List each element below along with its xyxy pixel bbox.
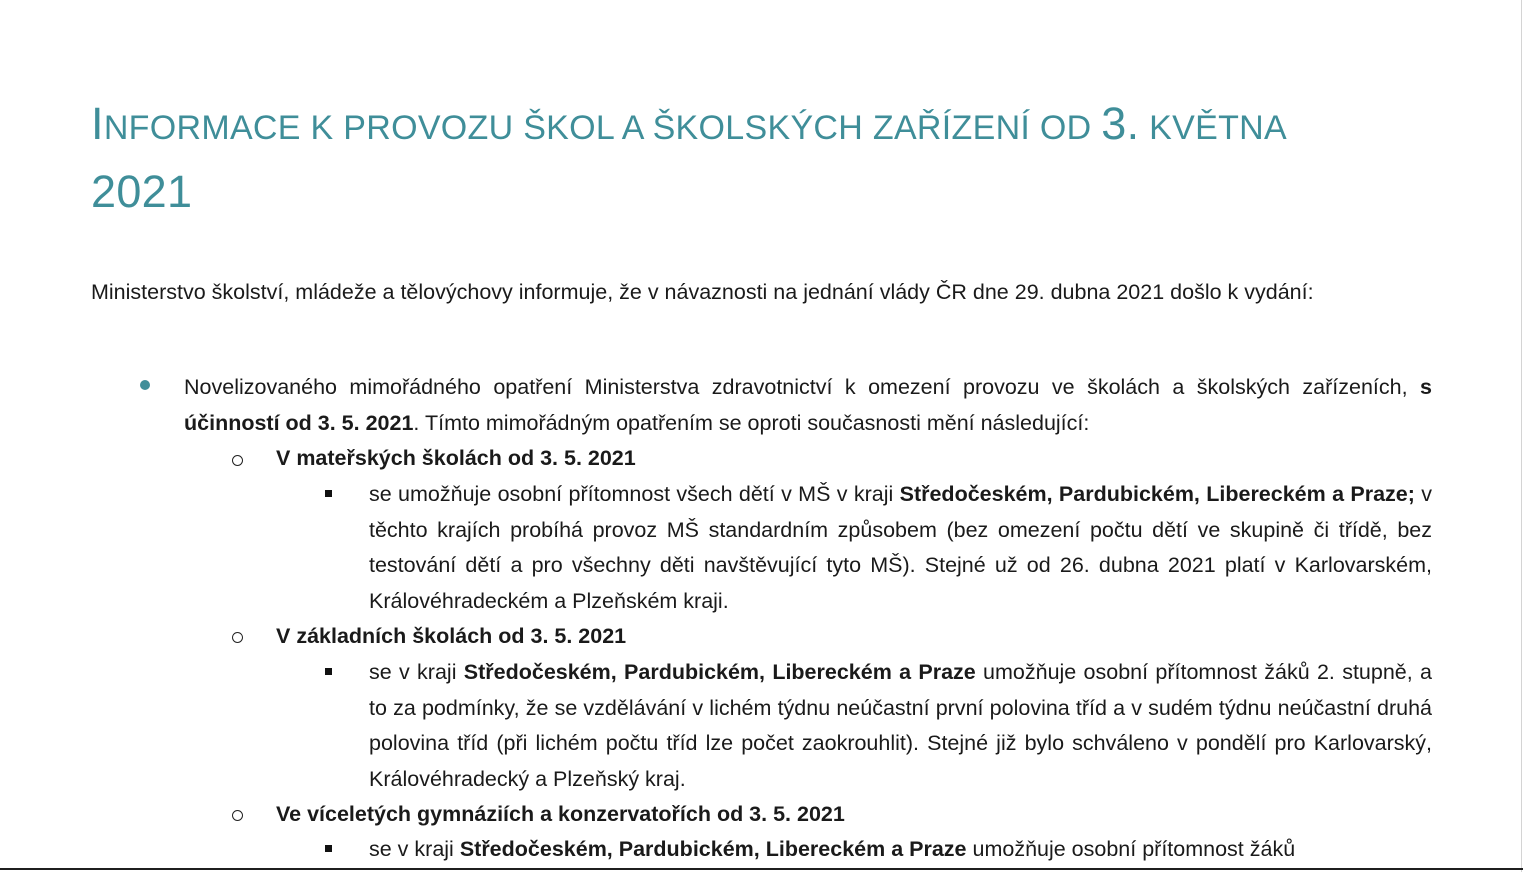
detail-primary-schools — [369, 655, 1432, 797]
detail-text-tail: v těchto krajích probíhá provoz MŠ standardním způsobem (bez omezení počtu dětí ve skupině či třídě, bez testování dětí a pro všechny děti navštěvující tyto MŠ). Stejné už od 26. dubna 2021 platí v Karlovarském, Královéhradeckém a Plzeňském kraji. — [369, 482, 1433, 613]
intro-paragraph: Ministerstvo školství, mládeže a tělovýchovy informuje, že v návaznosti na jednání vlády ČR dne 29. dubna 2021 došlo k vydání: — [91, 280, 1314, 304]
ordinance-effective-date: s účinností od 3. 5. 2021 — [184, 375, 1432, 435]
detail-text: se v kraji — [369, 837, 460, 861]
detail-regions: Středočeském, Pardubickém, Libereckém a Praze — [459, 837, 967, 861]
title-year: 2021 — [91, 166, 193, 217]
bullet-circle-icon — [232, 632, 243, 643]
detail-text: se umožňuje osobní přítomnost všech dětí v MŠ v kraji — [369, 482, 900, 506]
bullet-circle-icon — [232, 455, 243, 466]
detail-kindergartens — [369, 477, 1432, 619]
title-text-part2: KVĚTNA — [1139, 109, 1287, 147]
detail-gymnasiums — [369, 832, 1432, 868]
title-initial: I — [91, 98, 104, 149]
page-right-edge — [1521, 0, 1522, 872]
document-title — [91, 92, 1436, 228]
title-text-part1: NFORMACE K PROVOZU ŠKOL A ŠKOLSKÝCH ZAŘÍZENÍ OD — [103, 109, 1102, 147]
detail-text-tail: umožňuje osobní přítomnost žáků 2. stupně, a to za podmínky, že se vzdělávání v lichém týdnu neúčastní první polovina tříd a v sudém týdnu neúčastní druhá polovina tříd (při lichém počtu tříd lze počet zaokrouhlit). Stejné již bylo schváleno v pondělí pro Karlovarský, Královéhradecký a Plzeňský kraj. — [369, 660, 1432, 791]
detail-text: se v kraji — [369, 660, 464, 684]
ordinance-text: Novelizovaného mimořádného opatření Ministerstva zdravotnictví k omezení provozu ve školách a školských zařízeních, — [184, 375, 1421, 399]
bullet-square-icon — [325, 668, 332, 675]
detail-text-tail: umožňuje osobní přítomnost žáků — [966, 837, 1296, 861]
title-day-number: 3. — [1101, 98, 1140, 149]
sub-heading-kindergartens: V mateřských školách od 3. 5. 2021 — [276, 446, 636, 470]
detail-regions: Středočeském, Pardubickém, Libereckém a Praze; — [899, 482, 1415, 506]
bullet-dot-icon — [140, 380, 150, 390]
detail-regions: Středočeském, Pardubickém, Libereckém a Praze — [463, 660, 976, 684]
sub-heading-primary-schools: V základních školách od 3. 5. 2021 — [276, 624, 627, 648]
bullet-square-icon — [325, 845, 332, 852]
sub-heading-gymnasiums: Ve víceletých gymnáziích a konzervatořích od 3. 5. 2021 — [276, 802, 845, 826]
ordinance-text-tail: . Tímto mimořádným opatřením se oproti současnosti mění následující: — [413, 410, 1090, 435]
page-bottom-edge — [0, 868, 1523, 870]
bullet-square-icon — [325, 490, 332, 497]
bullet-circle-icon — [232, 810, 243, 821]
list-item-ordinance — [184, 370, 1432, 441]
